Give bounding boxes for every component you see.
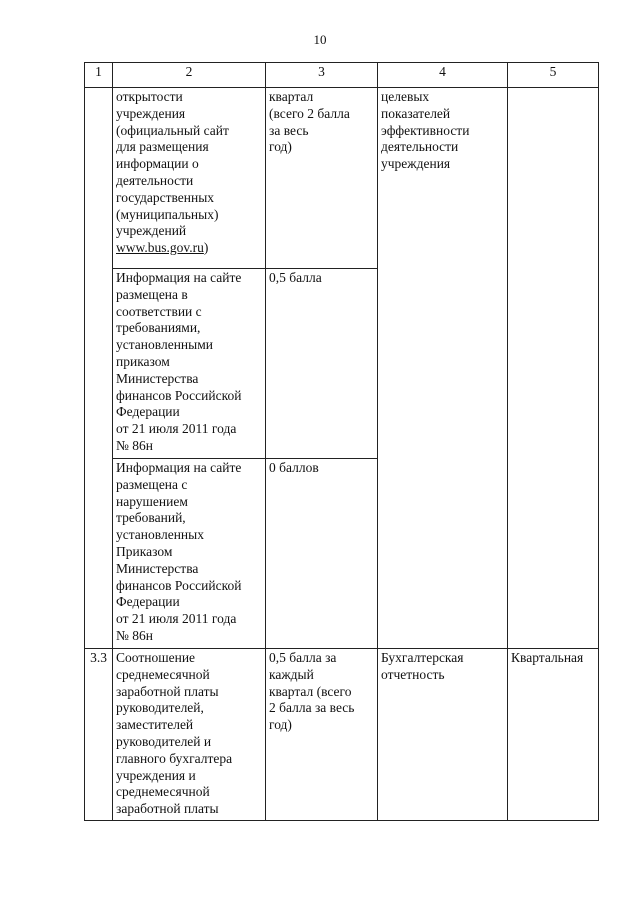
- criterion-cell: Соотношение среднемесячной заработной платы руководителей, заместителей руководителей и главного бухгалтера учреждения и среднемесячной заработной платы: [113, 649, 266, 821]
- header-col-3: 3: [266, 63, 378, 88]
- period-cell: [508, 88, 599, 649]
- sub-score-cell: 0,5 балла: [266, 269, 378, 459]
- criterion-text: открытости учреждения (официальный сайт для размещения информации о деятельности государственных (муниципальных) учреждений: [116, 89, 229, 239]
- criterion-tail: ): [203, 240, 209, 256]
- sub-score-cell: 0 баллов: [266, 459, 378, 649]
- table-row-continued: [85, 88, 599, 269]
- header-col-1: 1: [85, 63, 113, 88]
- score-cell: квартал (всего 2 балла за весь год): [266, 88, 378, 269]
- score-cell: 0,5 балла за каждый квартал (всего 2 балла за весь год): [266, 649, 378, 821]
- row-number-cell: [85, 88, 113, 649]
- table-row-3-3: [85, 649, 599, 821]
- header-col-2: 2: [113, 63, 266, 88]
- criteria-table: [84, 62, 599, 821]
- source-cell: Бухгалтерская отчетность: [378, 649, 508, 821]
- header-col-5: 5: [508, 63, 599, 88]
- bus-gov-link[interactable]: www.bus.gov.ru: [116, 240, 204, 256]
- page-number: 10: [313, 32, 327, 47]
- table-header-row: [85, 63, 599, 88]
- criterion-cell: [113, 88, 266, 269]
- period-cell: Квартальная: [508, 649, 599, 821]
- header-col-4: 4: [378, 63, 508, 88]
- source-cell: целевых показателей эффективности деятельности учреждения: [378, 88, 508, 649]
- sub-criterion-cell: Информация на сайте размещена с нарушением требований, установленных Приказом Министерства финансов Российской Федерации от 21 июля 2011 года № 86н: [113, 459, 266, 649]
- row-number-cell: 3.3: [85, 649, 113, 821]
- sub-criterion-cell: Информация на сайте размещена в соответствии с требованиями, установленными приказом Министерства финансов Российской Федерации от 21 июля 2011 года № 86н: [113, 269, 266, 459]
